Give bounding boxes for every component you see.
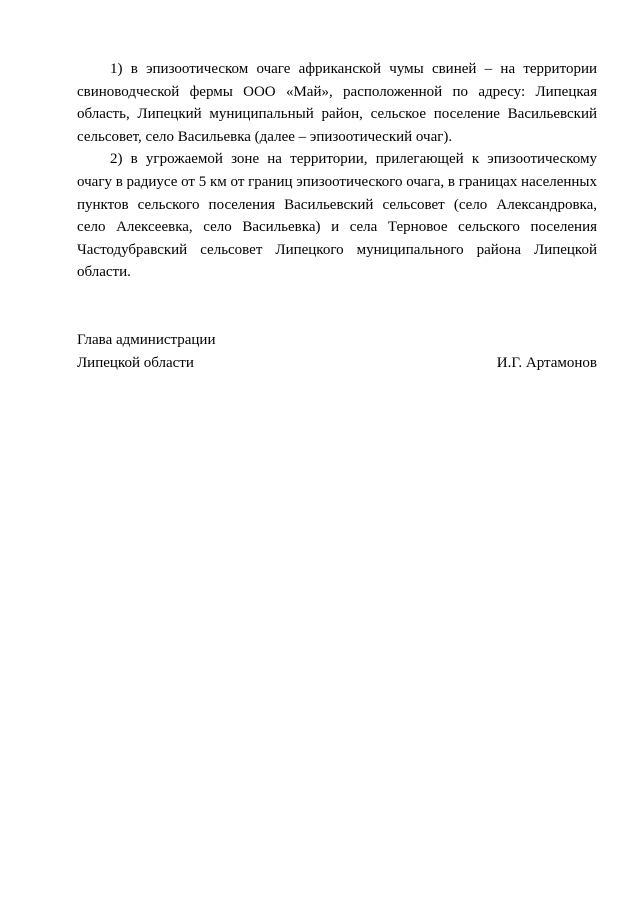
signatory-position-line2: Липецкой области bbox=[77, 354, 194, 371]
signatory-name: И.Г. Артамонов bbox=[496, 354, 597, 371]
signature-line-1 bbox=[77, 329, 597, 352]
signatory-position-line1: Глава администрации bbox=[77, 332, 216, 348]
signature-block bbox=[77, 329, 597, 374]
paragraph-threatened-zone: 2) в угрожаемой зоне на территории, прилегающей к эпизоотическому очагу в радиусе от 5 км от границ эпизоотического очага, в границах населенных пунктов сельского поселения Васильевский сельсовет (село Александровка, село Алексеевка, село Васильевка) и села Терновое сельского поселения Частодубравский сельсовет Липецкого муниципального района Липецкой области. bbox=[77, 151, 597, 281]
signature-line-2 bbox=[77, 352, 597, 375]
paragraph-epizootic-focus: 1) в эпизоотическом очаге африканской чумы свиней – на территории свиноводческой фермы ООО «Май», расположенной по адресу: Липецкая область, Липецкий муниципальный район, сельское поселение Васильевский сельсовет, село Васильевка (далее – эпизоотический очаг). bbox=[77, 61, 597, 145]
document-body bbox=[77, 58, 597, 284]
